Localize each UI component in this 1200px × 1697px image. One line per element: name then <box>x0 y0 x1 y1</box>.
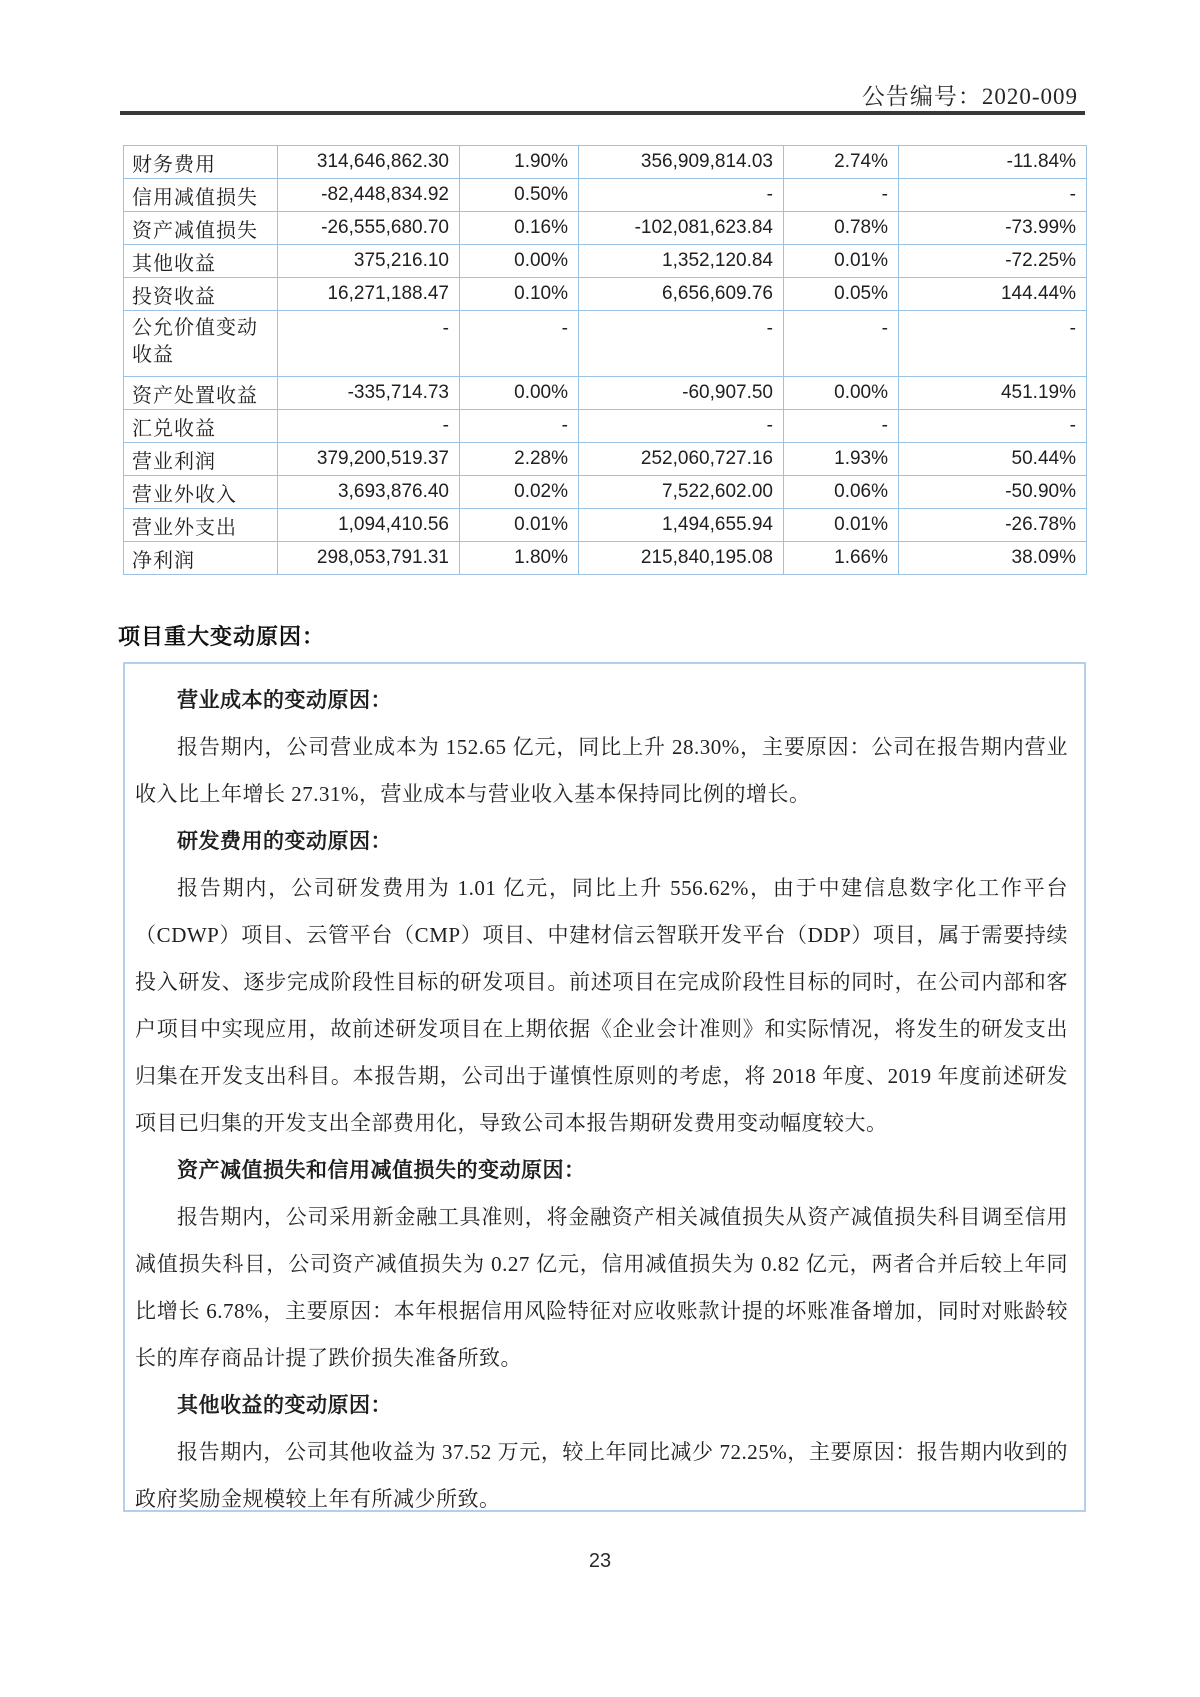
reason-heading: 其他收益的变动原因： <box>177 1394 392 1417</box>
row-label: 营业外支出 <box>124 509 278 542</box>
row-label: 净利润 <box>124 542 278 575</box>
row-value: 0.01% <box>784 245 899 278</box>
row-value: 0.06% <box>784 476 899 509</box>
row-value: -335,714.73 <box>278 377 460 410</box>
row-value: - <box>579 311 784 377</box>
row-value: - <box>784 179 899 212</box>
table-row <box>124 377 1087 410</box>
row-value: - <box>784 410 899 443</box>
row-value: -102,081,623.84 <box>579 212 784 245</box>
row-value: 379,200,519.37 <box>278 443 460 476</box>
row-value: - <box>899 179 1087 212</box>
table-row <box>124 311 1087 377</box>
row-value: - <box>579 179 784 212</box>
reason-body: 报告期内，公司营业成本为 152.65 亿元，同比上升 28.30%，主要原因：公司在报告期内营业收入比上年增长 27.31%，营业成本与营业收入基本保持同比例的增长。 <box>135 735 1068 806</box>
row-value: 0.05% <box>784 278 899 311</box>
row-value: - <box>460 311 579 377</box>
row-value: - <box>784 311 899 377</box>
table-row <box>124 146 1087 179</box>
header-rule <box>120 111 1085 115</box>
row-value: -82,448,834.92 <box>278 179 460 212</box>
table-row <box>124 245 1087 278</box>
row-value: - <box>899 311 1087 377</box>
row-value: 0.50% <box>460 179 579 212</box>
row-value: 2.74% <box>784 146 899 179</box>
table-row <box>124 278 1087 311</box>
section-title: 项目重大变动原因： <box>118 624 326 649</box>
row-value: 1.66% <box>784 542 899 575</box>
row-value: 0.00% <box>460 245 579 278</box>
reason-body: 报告期内，公司采用新金融工具准则，将金融资产相关减值损失从资产减值损失科目调至信用减值损失科目，公司资产减值损失为 0.27 亿元，信用减值损失为 0.82 亿元，两者合并后较上年同比增长 6.78%，主要原因：本年根据信用风险特征对应收账款计提的坏账准备增加，同时对账龄较长的库存商品计提了跌价损失准备所致。 <box>135 1205 1068 1370</box>
row-value: 0.01% <box>784 509 899 542</box>
table-row <box>124 443 1087 476</box>
row-value: 0.16% <box>460 212 579 245</box>
row-value: -11.84% <box>899 146 1087 179</box>
row-value: 144.44% <box>899 278 1087 311</box>
row-value: 1,352,120.84 <box>579 245 784 278</box>
row-label: 资产减值损失 <box>124 212 278 245</box>
row-value: 2.28% <box>460 443 579 476</box>
row-value: 6,656,609.76 <box>579 278 784 311</box>
reason-heading: 资产减值损失和信用减值损失的变动原因： <box>177 1159 586 1182</box>
row-label: 公允价值变动收益 <box>124 311 278 377</box>
row-label: 汇兑收益 <box>124 410 278 443</box>
row-value: 1,494,655.94 <box>579 509 784 542</box>
row-value: 0.10% <box>460 278 579 311</box>
row-value: 375,216.10 <box>278 245 460 278</box>
announcement-number: 公告编号：2020-009 <box>861 84 1078 109</box>
row-value: 252,060,727.16 <box>579 443 784 476</box>
reasons-box <box>123 662 1086 1512</box>
reason-body: 报告期内，公司其他收益为 37.52 万元，较上年同比减少 72.25%，主要原因：报告期内收到的政府奖励金规模较上年有所减少所致。 <box>135 1440 1068 1511</box>
row-value: 0.00% <box>784 377 899 410</box>
row-value: -60,907.50 <box>579 377 784 410</box>
row-value: - <box>278 311 460 377</box>
reason-section <box>135 818 1068 1147</box>
row-value: 16,271,188.47 <box>278 278 460 311</box>
reason-heading: 研发费用的变动原因： <box>177 830 392 853</box>
row-value: 0.00% <box>460 377 579 410</box>
row-value: - <box>460 410 579 443</box>
row-value: 0.01% <box>460 509 579 542</box>
financial-table <box>123 145 1087 575</box>
row-value: 1.80% <box>460 542 579 575</box>
table-row <box>124 542 1087 575</box>
row-value: 451.19% <box>899 377 1087 410</box>
table-row <box>124 212 1087 245</box>
row-value: 1,094,410.56 <box>278 509 460 542</box>
reason-heading: 营业成本的变动原因： <box>177 689 392 712</box>
row-value: 7,522,602.00 <box>579 476 784 509</box>
table-row <box>124 179 1087 212</box>
reason-body: 报告期内，公司研发费用为 1.01 亿元，同比上升 556.62%，由于中建信息数字化工作平台（CDWP）项目、云管平台（CMP）项目、中建材信云智联开发平台（DDP）项目，属于需要持续投入研发、逐步完成阶段性目标的研发项目。前述项目在完成阶段性目标的同时，在公司内部和客户项目中实现应用，故前述研发项目在上期依据《企业会计准则》和实际情况，将发生的研发支出归集在开发支出科目。本报告期，公司出于谨慎性原则的考虑，将 2018 年度、2019 年度前述研发项目已归集的开发支出全部费用化，导致公司本报告期研发费用变动幅度较大。 <box>135 876 1068 1135</box>
reason-section <box>135 677 1068 818</box>
row-value: -26,555,680.70 <box>278 212 460 245</box>
row-label: 其他收益 <box>124 245 278 278</box>
row-value: 298,053,791.31 <box>278 542 460 575</box>
row-value: 0.02% <box>460 476 579 509</box>
reason-section <box>135 1382 1068 1523</box>
row-value: - <box>278 410 460 443</box>
row-value: -73.99% <box>899 212 1087 245</box>
row-label: 投资收益 <box>124 278 278 311</box>
row-value: - <box>899 410 1087 443</box>
row-label: 营业外收入 <box>124 476 278 509</box>
row-value: -50.90% <box>899 476 1087 509</box>
row-value: 356,909,814.03 <box>579 146 784 179</box>
row-label: 营业利润 <box>124 443 278 476</box>
row-label: 资产处置收益 <box>124 377 278 410</box>
reason-section <box>135 1147 1068 1382</box>
row-value: 1.93% <box>784 443 899 476</box>
row-label: 信用减值损失 <box>124 179 278 212</box>
row-value: -72.25% <box>899 245 1087 278</box>
row-value: 3,693,876.40 <box>278 476 460 509</box>
table-body <box>124 146 1087 575</box>
table-row <box>124 509 1087 542</box>
row-value: 215,840,195.08 <box>579 542 784 575</box>
row-value: 38.09% <box>899 542 1087 575</box>
row-value: - <box>579 410 784 443</box>
row-value: 1.90% <box>460 146 579 179</box>
row-label: 财务费用 <box>124 146 278 179</box>
table-row <box>124 476 1087 509</box>
row-value: -26.78% <box>899 509 1087 542</box>
row-value: 0.78% <box>784 212 899 245</box>
page-number: 23 <box>588 1550 612 1572</box>
row-value: 314,646,862.30 <box>278 146 460 179</box>
table-row <box>124 410 1087 443</box>
row-value: 50.44% <box>899 443 1087 476</box>
